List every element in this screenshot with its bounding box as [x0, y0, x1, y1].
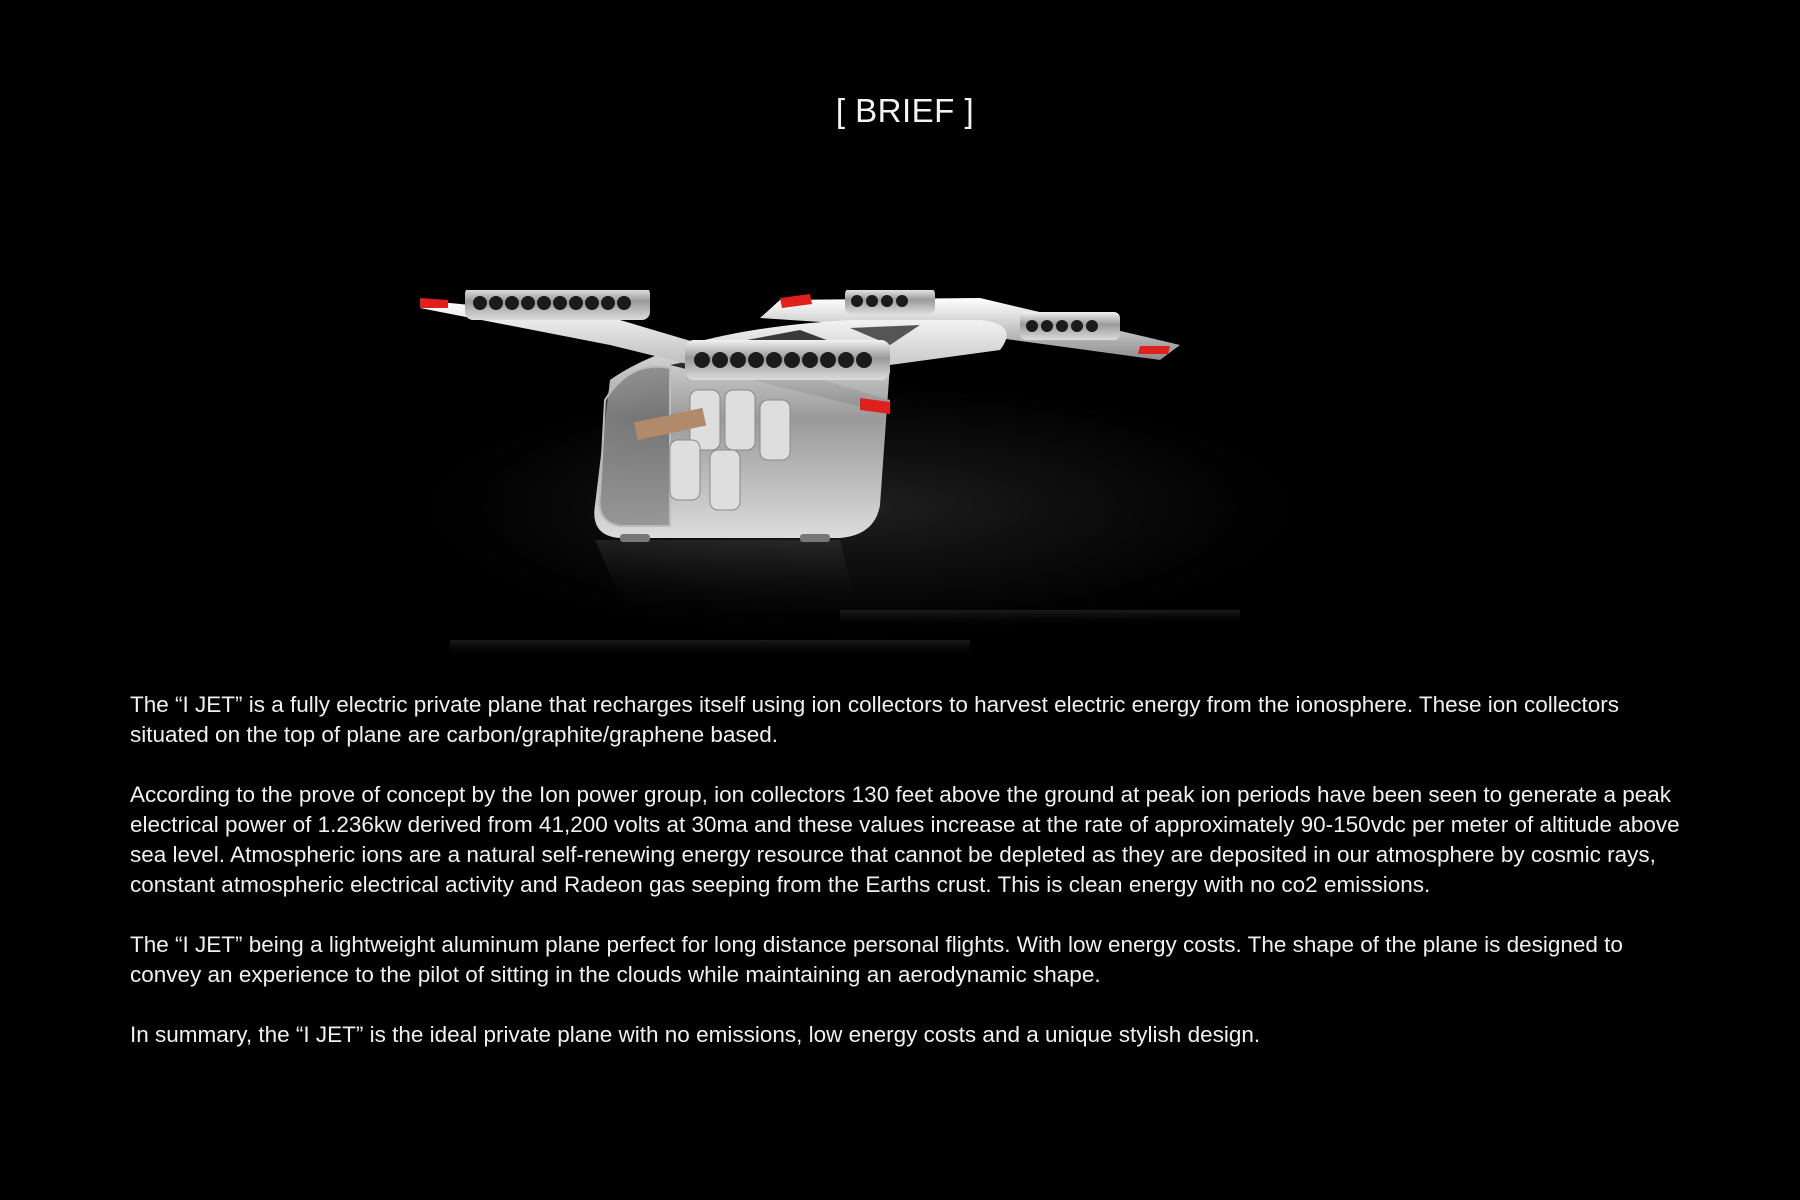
brief-body: [130, 690, 1690, 1080]
rear-engine-pod-right: [1020, 312, 1120, 340]
paragraph-summary: In summary, the “I JET” is the ideal private plane with no emissions, low energy costs and a unique stylish design.: [130, 1022, 1261, 1047]
aircraft-illustration: [420, 290, 1360, 710]
front-engine-pod-right: [685, 340, 890, 380]
paragraph-design: The “I JET” being a lightweight aluminum plane perfect for long distance personal flights. With low energy costs. The shape of the plane is designed to convey an experience to the pilot of sitting in the clouds while maintaining an aerodynamic shape.: [130, 932, 1623, 987]
rear-engine-pod-left: [845, 290, 935, 314]
aircraft-render: [420, 290, 1360, 710]
paragraph-ion-power: According to the prove of concept by the Ion power group, ion collectors 130 feet above the ground at peak ion periods have been seen to generate a peak electrical power of 1.236kw derived from 41,200 volts at 30ma and these values increase at the rate of approximately 90-150vdc per meter of altitude above sea level. Atmospheric ions are a natural self-renewing energy resource that cannot be depleted as they are deposited in our atmosphere by cosmic rays, constant atmospheric electrical activity and Radeon gas seeping from the Earths crust. This is clean energy with no co2 emissions.: [130, 782, 1680, 897]
page-title: [ BRIEF ]: [835, 92, 975, 129]
front-engine-pod-left: [465, 290, 650, 320]
paragraph-intro: The “I JET” is a fully electric private plane that recharges itself using ion collectors to harvest electric energy from the ionosphere. These ion collectors situated on the top of plane are carbon/graphite/graphene based.: [130, 692, 1620, 747]
